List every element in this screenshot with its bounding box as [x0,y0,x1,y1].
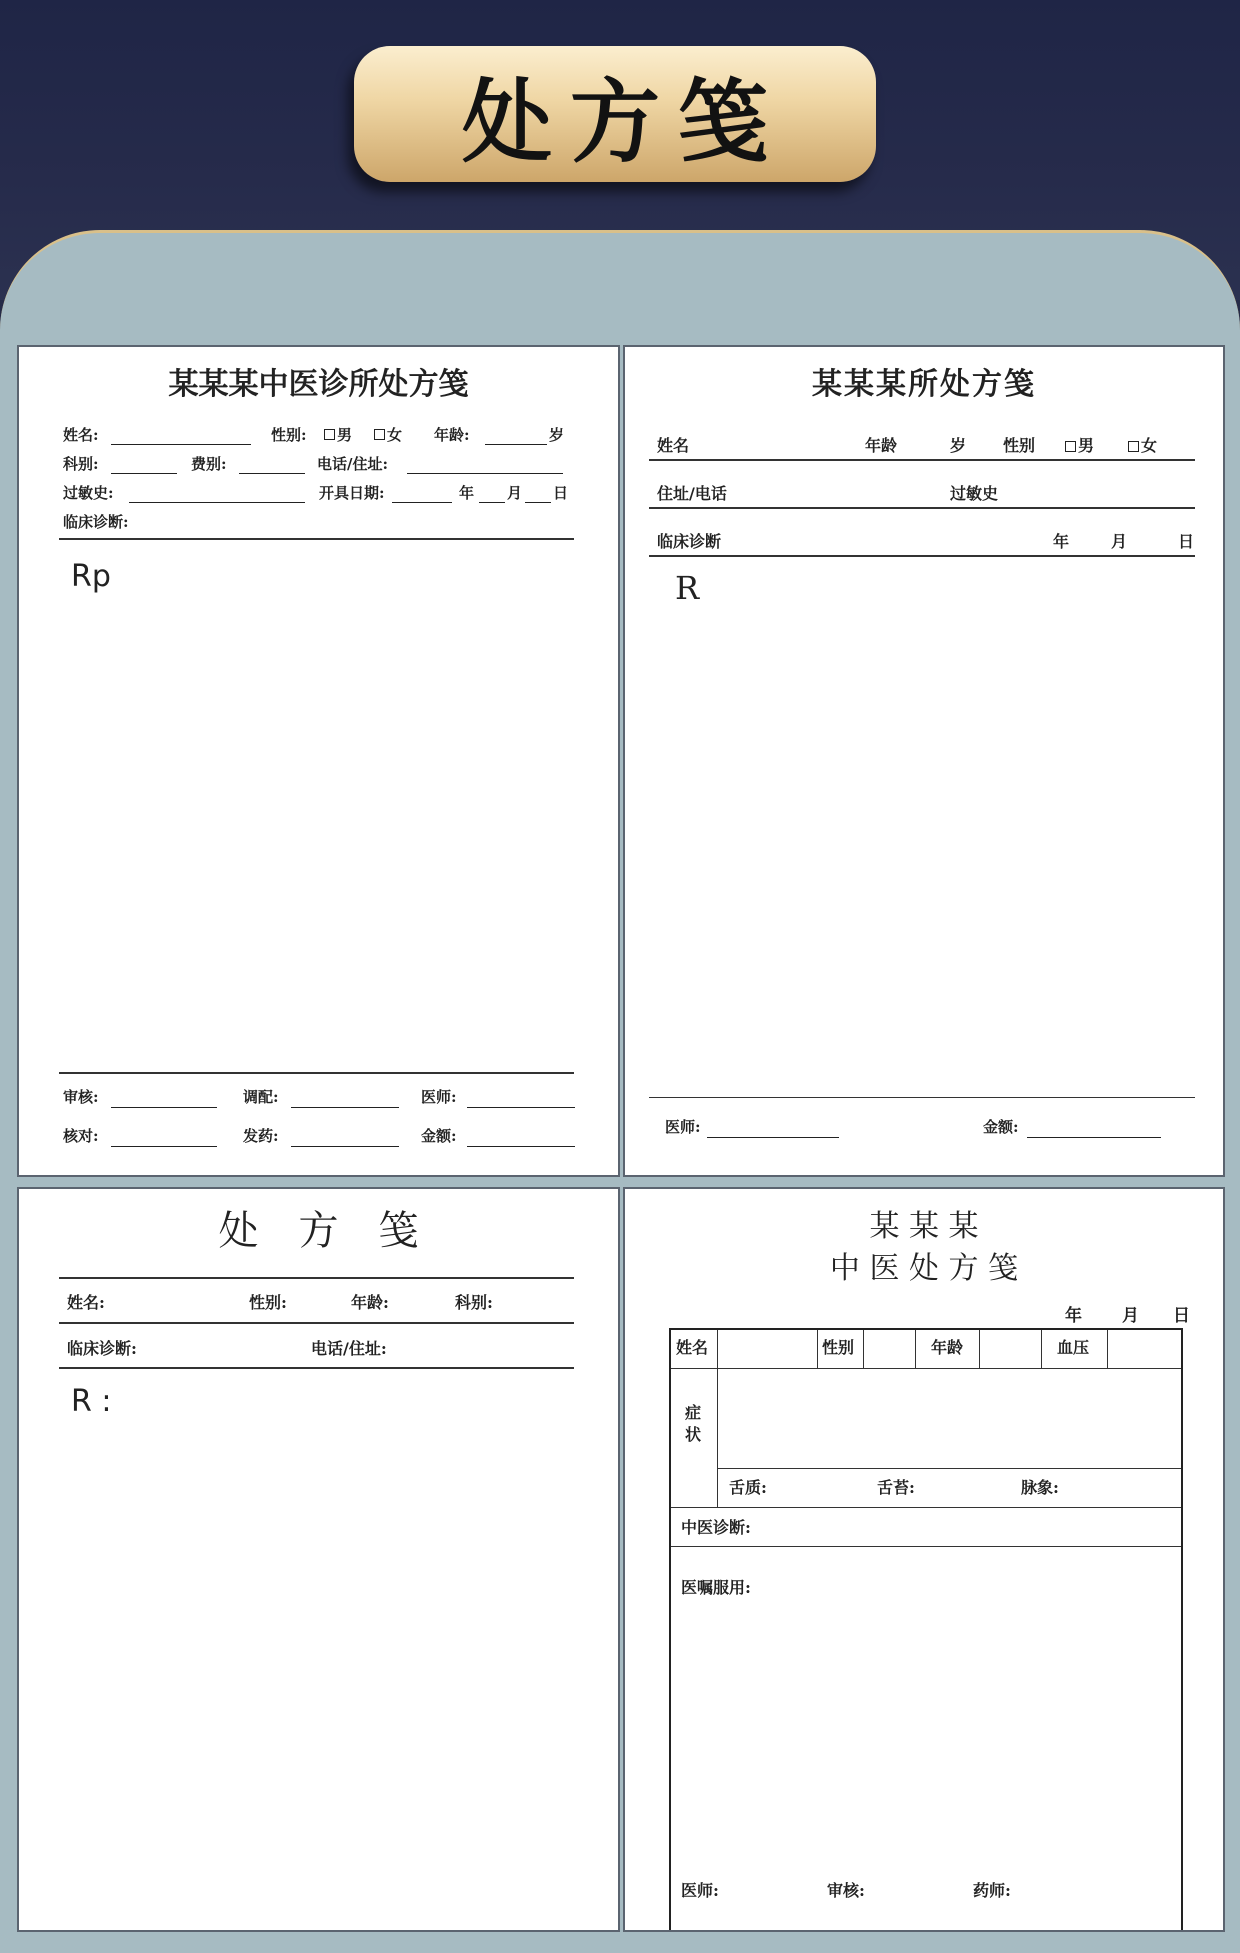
form3-dept-label: 科别: [455,1293,493,1312]
form4-col-v1 [717,1330,718,1368]
form4-col-v4 [915,1330,916,1368]
form4-col-v7 [1107,1330,1108,1368]
form4-tongue-top [717,1468,1181,1469]
form1-divider-bottom [59,1072,574,1074]
form1-male-checkbox[interactable] [324,429,335,440]
form1-issue-label: 发药: [243,1127,279,1145]
form1-age-label: 年龄: [434,426,470,444]
form1-issue-line[interactable] [291,1146,399,1147]
form2-rp-mark: R [675,569,700,607]
prescription-form-3 [17,1187,620,1932]
form2-diagnosis-label: 临床诊断 [657,532,722,551]
form4-col-v3 [863,1330,864,1368]
form2-doctor-line[interactable] [707,1137,839,1138]
form1-name-label: 姓名: [63,426,99,444]
form3-name-label: 姓名: [67,1293,105,1312]
form2-female-label: 女 [1141,436,1158,455]
form2-age-unit: 岁 [950,436,967,455]
form1-diagnosis-label: 临床诊断: [63,513,129,531]
form4-tongue-coat-label: 舌苔: [877,1478,915,1497]
form2-row1-line [649,459,1195,461]
form1-fee-label: 费别: [191,455,227,473]
form1-fee-line[interactable] [239,473,305,474]
form1-phone-line[interactable] [407,473,563,474]
form2-year-label: 年 [1053,532,1070,551]
form2-allergy-label: 过敏史 [950,484,999,503]
form4-advice-label: 医嘱服用: [681,1578,751,1597]
form4-col-v6 [1041,1330,1042,1368]
form1-female-checkbox[interactable] [374,429,385,440]
title-badge [354,46,876,182]
form1-amount-line[interactable] [467,1146,575,1147]
form2-amount-line[interactable] [1027,1137,1161,1138]
form3-phone-label: 电话/住址: [311,1339,387,1358]
form1-allergy-line[interactable] [129,502,305,503]
form4-doctor-label: 医师: [681,1881,719,1900]
form1-review-label: 审核: [63,1088,99,1106]
form2-row3-line [649,555,1195,557]
prescription-form-4 [623,1187,1225,1932]
form4-title-line1: 某 某 某 [869,1209,979,1244]
form4-year-label: 年 [1065,1306,1082,1326]
form1-age-line[interactable] [485,444,547,445]
form4-pharmacist-label: 药师: [973,1881,1011,1900]
form4-title-line2: 中 医 处 方 笺 [829,1251,1019,1286]
form1-female-label: 女 [387,426,403,444]
form4-symptom-divider [717,1368,718,1507]
form1-dept-label: 科别: [63,455,99,473]
prescription-form-1 [17,345,620,1177]
form4-row-symptom-bottom [671,1507,1181,1508]
form2-gender-label: 性别 [1003,436,1036,455]
form4-row-diagnosis-bottom [671,1546,1181,1547]
form3-line-2 [59,1322,574,1324]
form1-check-label: 核对: [63,1127,99,1145]
form4-table [669,1328,1183,1932]
form2-male-checkbox[interactable] [1065,441,1076,452]
form1-rp-mark: Rp [71,559,111,594]
form1-dispense-label: 调配: [243,1088,279,1106]
form4-row1-bottom [671,1368,1181,1369]
form4-review-label: 审核: [827,1881,865,1900]
form4-symptom-label: 症 状 [685,1403,702,1444]
form1-phone-label: 电话/住址: [317,455,389,473]
prescription-form-2 [623,345,1225,1177]
form2-name-label: 姓名 [657,436,690,455]
form3-rp-mark: R : [71,1384,112,1419]
form3-diagnosis-label: 临床诊断: [67,1339,137,1358]
form1-doctor-line[interactable] [467,1107,575,1108]
form2-male-label: 男 [1078,436,1095,455]
form1-amount-label: 金额: [421,1127,457,1145]
form4-col-v2 [817,1330,818,1368]
page-title: 处方笺 [462,70,786,175]
form3-line-1 [59,1277,574,1279]
form1-divider-top [59,538,574,540]
form3-line-3 [59,1367,574,1369]
form2-age-label: 年龄 [865,436,898,455]
form4-day-label: 日 [1173,1306,1190,1326]
form1-age-unit: 岁 [549,426,565,444]
form1-review-line[interactable] [111,1107,217,1108]
form4-col-v5 [979,1330,980,1368]
form3-title: 处 方 笺 [218,1208,419,1254]
form1-male-label: 男 [337,426,353,444]
form4-gender-label: 性别 [822,1338,855,1357]
form4-tcm-diagnosis-label: 中医诊断: [681,1518,751,1537]
form1-name-line[interactable] [111,444,251,445]
form4-pulse-label: 脉象: [1021,1478,1059,1497]
form3-gender-label: 性别: [249,1293,287,1312]
form4-name-label: 姓名 [676,1338,709,1357]
form2-row2-line [649,507,1195,509]
form4-bp-label: 血压 [1057,1338,1090,1357]
form2-doctor-label: 医师: [665,1118,701,1136]
form2-day-label: 日 [1178,532,1195,551]
form2-addr-label: 住址/电话 [657,484,727,503]
form1-dept-line[interactable] [111,473,177,474]
form1-doctor-label: 医师: [421,1088,457,1106]
form3-age-label: 年龄: [351,1293,389,1312]
form2-month-label: 月 [1111,532,1128,551]
form2-amount-label: 金额: [983,1118,1019,1136]
form1-day-line[interactable] [525,502,551,503]
form1-check-line[interactable] [111,1146,217,1147]
form1-allergy-label: 过敏史: [63,484,114,502]
form2-divider-bottom [649,1097,1195,1098]
form4-age-label: 年龄 [931,1338,964,1357]
form1-month-line[interactable] [479,502,505,503]
form1-date-line[interactable] [392,502,452,503]
form1-date-label: 开具日期: [319,484,385,502]
form1-month-label: 月 [507,484,523,502]
form1-title: 某某某中医诊所处方笺 [168,367,469,402]
form1-gender-label: 性别: [271,426,307,444]
form4-month-label: 月 [1122,1306,1139,1326]
form4-tongue-body-label: 舌质: [729,1478,767,1497]
form1-dispense-line[interactable] [291,1107,399,1108]
form2-female-checkbox[interactable] [1128,441,1139,452]
form1-day-label: 日 [553,484,569,502]
form1-year-label: 年 [459,484,475,502]
form2-title: 某某某所处方笺 [812,367,1036,402]
